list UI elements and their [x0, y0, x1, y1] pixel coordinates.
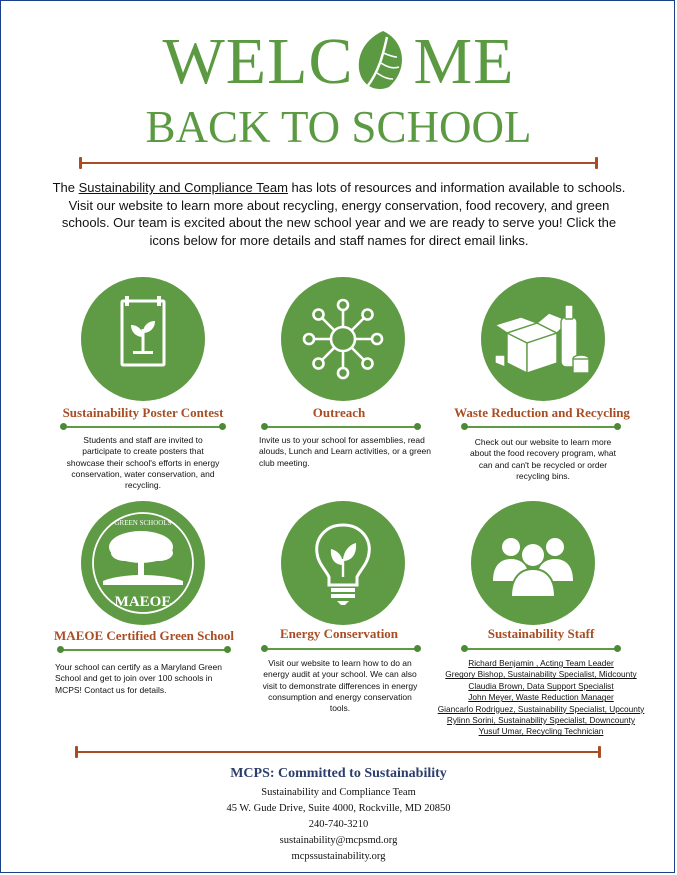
- intro-paragraph: [51, 179, 627, 249]
- footer-phone: 240-740-3210: [308, 819, 369, 830]
- card-title-waste-reduction: Waste Reduction and Recycling: [454, 405, 630, 420]
- waste-reduction-icon[interactable]: [481, 277, 605, 401]
- maeoe-green-schools-logo[interactable]: [81, 501, 205, 625]
- maeoe-description: Your school can certify as a Maryland Green School and get to join over 100 schools in MCPS! Contact us for details.: [55, 662, 222, 695]
- maeoe-logo-text: MAEOE: [114, 594, 172, 610]
- sustainability-staff-icon[interactable]: [471, 501, 595, 625]
- intro-text: has lots of resources and information available to schools. Visit our website to learn more about recycling, energy conservation, food recovery, and green schools. Our team is excited about the new school year and we are ready to serve you! Click the icons below for more details and staff names for direct email links.: [61, 180, 626, 248]
- waste-divider: [463, 426, 619, 428]
- outreach-icon[interactable]: [281, 277, 405, 401]
- welcome-title: [1, 27, 676, 97]
- outreach-divider: [263, 426, 419, 428]
- header-divider: [79, 162, 598, 164]
- intro-prefix: The: [52, 180, 79, 195]
- footer-divider: [75, 751, 601, 753]
- poster-contest-icon[interactable]: [81, 277, 205, 401]
- welcome-text-end: ME: [413, 25, 515, 98]
- leaf-icon: [355, 27, 411, 93]
- energy-divider: [263, 648, 419, 650]
- card-title-energy: Energy Conservation: [279, 626, 399, 641]
- staff-link[interactable]: Giancarlo Rodriguez, Sustainability Specialist, Upcounty: [437, 703, 645, 714]
- staff-link[interactable]: Yusuf Umar, Recycling Technician: [478, 726, 604, 737]
- footer-website[interactable]: mcpssustainability.org: [291, 851, 386, 862]
- card-title-poster-contest: Sustainability Poster Contest: [62, 405, 224, 420]
- maeoe-divider: [59, 649, 229, 651]
- card-title-staff: Sustainability Staff: [487, 626, 595, 641]
- waste-description: Check out our website to learn more about the food recovery program, what can and can't be recycled or order recycling bins.: [470, 437, 616, 481]
- staff-link[interactable]: Claudia Brown, Data Support Specialist: [468, 680, 614, 691]
- staff-list: [425, 658, 657, 738]
- energy-description: Visit our website to learn how to do an energy audit at your school. We can also visit to demonstrate differences in energy consumption and energy conservation tools.: [262, 658, 418, 714]
- footer-address: 45 W. Gude Drive, Suite 4000, Rockville, MD 20850: [226, 803, 451, 814]
- staff-link[interactable]: Rylinn Sorini, Sustainability Specialist, Downcounty: [446, 715, 636, 726]
- welcome-text-start: WELC: [162, 25, 354, 98]
- team-link[interactable]: Sustainability and Compliance Team: [78, 180, 288, 195]
- footer-title: MCPS: Committed to Sustainability: [230, 766, 447, 781]
- footer-email[interactable]: sustainability@mcpsmd.org: [279, 835, 398, 846]
- footer-team-name: Sustainability and Compliance Team: [261, 787, 416, 798]
- energy-conservation-icon[interactable]: [281, 501, 405, 625]
- staff-link[interactable]: John Meyer, Waste Reduction Manager: [468, 692, 614, 703]
- poster-contest-divider: [62, 426, 224, 428]
- poster-contest-description: Students and staff are invited to participate to create posters that showcase their school's efforts in energy conservation, water conservation, and recycling.: [66, 435, 220, 491]
- outreach-description: Invite us to your school for assemblies, read alouds, Lunch and Learn activities, or a green club meeting.: [259, 435, 432, 468]
- back-to-school-subtitle: BACK TO SCHOOL: [145, 102, 532, 152]
- card-title-outreach: Outreach: [312, 405, 366, 420]
- card-title-maeoe: MAEOE Certified Green School: [54, 628, 234, 643]
- maeoe-logo-top-text: GREEN SCHOOLS: [114, 519, 172, 527]
- staff-link[interactable]: Richard Benjamin , Acting Team Leader: [468, 658, 614, 668]
- staff-divider: [463, 648, 619, 650]
- staff-link[interactable]: Gregory Bishop, Sustainability Specialist, Midcounty: [445, 669, 637, 680]
